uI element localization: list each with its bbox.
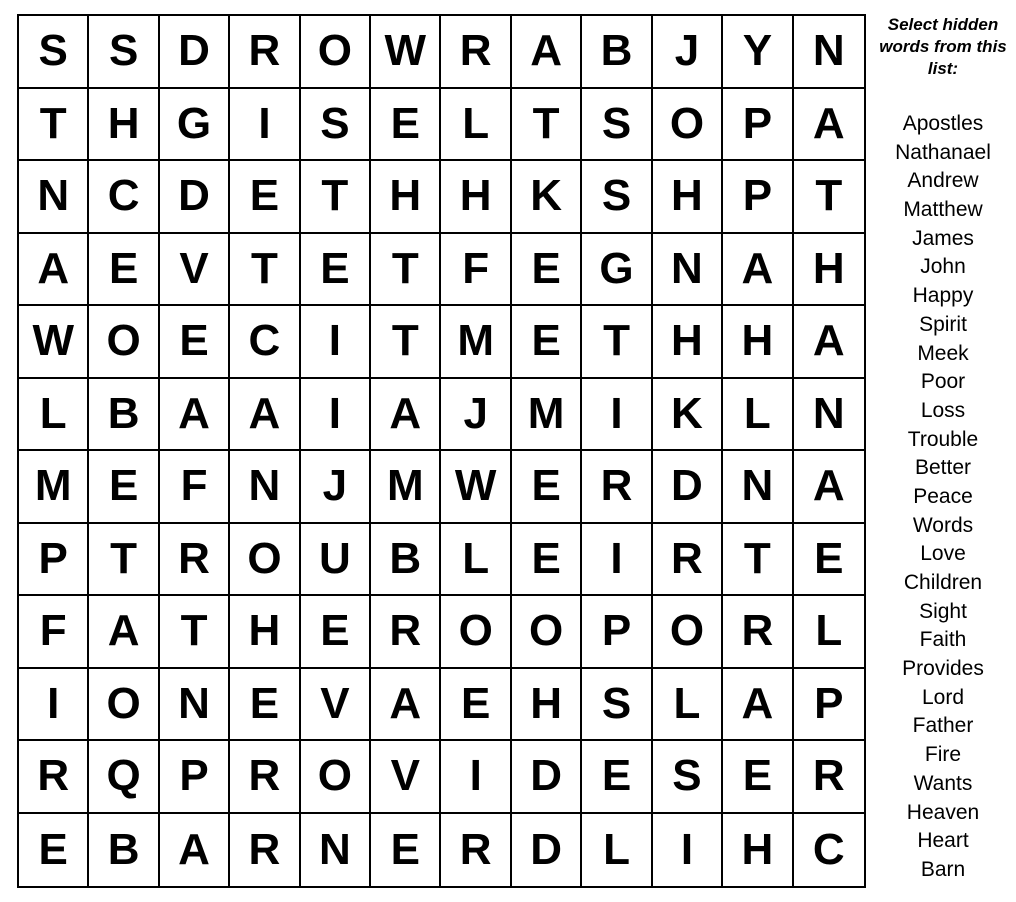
grid-cell[interactable]: O (230, 524, 300, 597)
grid-cell[interactable]: D (160, 16, 230, 89)
grid-cell[interactable]: F (19, 596, 89, 669)
grid-cell[interactable]: P (723, 161, 793, 234)
grid-cell[interactable]: A (723, 669, 793, 742)
grid-cell[interactable]: I (19, 669, 89, 742)
grid-cell[interactable]: E (230, 669, 300, 742)
grid-cell[interactable]: T (301, 161, 371, 234)
grid-cell[interactable]: N (794, 379, 864, 452)
grid-cell[interactable]: I (301, 306, 371, 379)
grid-cell[interactable]: E (89, 234, 159, 307)
grid-cell[interactable]: E (19, 814, 89, 887)
grid-cell[interactable]: T (371, 234, 441, 307)
grid-cell[interactable]: E (230, 161, 300, 234)
grid-cell[interactable]: S (301, 89, 371, 162)
grid-cell[interactable]: W (441, 451, 511, 524)
grid-cell[interactable]: N (723, 451, 793, 524)
grid-cell[interactable]: E (371, 89, 441, 162)
word-list-item: James (912, 226, 974, 250)
grid-cell[interactable]: N (653, 234, 723, 307)
grid-cell[interactable]: N (19, 161, 89, 234)
grid-cell[interactable]: H (441, 161, 511, 234)
grid-cell[interactable]: E (512, 524, 582, 597)
grid-cell[interactable]: B (371, 524, 441, 597)
word-list-item: Peace (913, 484, 973, 508)
grid-cell[interactable]: A (160, 814, 230, 887)
grid-cell[interactable]: R (794, 741, 864, 814)
grid-cell[interactable]: I (441, 741, 511, 814)
grid-cell[interactable]: T (582, 306, 652, 379)
grid-cell[interactable]: W (19, 306, 89, 379)
grid-cell[interactable]: R (19, 741, 89, 814)
word-list-item: Happy (912, 284, 974, 308)
grid-cell[interactable]: A (794, 451, 864, 524)
grid-cell[interactable]: R (653, 524, 723, 597)
word-list-item: Meek (917, 341, 969, 365)
grid-cell[interactable]: L (441, 524, 511, 597)
word-list-item: Andrew (907, 169, 979, 193)
grid-cell[interactable]: T (19, 89, 89, 162)
grid-cell[interactable]: D (512, 741, 582, 814)
word-list-item: Children (903, 571, 983, 594)
grid-cell[interactable]: A (371, 379, 441, 452)
grid-cell[interactable]: C (812, 824, 845, 874)
grid-cell[interactable]: W (371, 16, 441, 89)
grid-cell[interactable]: V (301, 669, 371, 742)
grid-cell[interactable]: T (89, 524, 159, 597)
word-list-item: Poor (920, 370, 966, 394)
grid-cell[interactable]: A (89, 596, 159, 669)
grid-cell[interactable]: A (794, 306, 864, 379)
grid-cell[interactable]: T (723, 524, 793, 597)
word-list-item: Father (912, 714, 974, 738)
grid-cell[interactable]: J (653, 16, 723, 89)
grid-cell[interactable]: E (160, 306, 230, 379)
grid-cell[interactable]: H (723, 814, 793, 887)
grid-cell[interactable]: I (582, 524, 652, 597)
grid-cell[interactable]: Y (723, 16, 793, 89)
grid-cell[interactable]: P (723, 89, 793, 162)
grid-cell[interactable]: S (653, 741, 723, 814)
grid-cell[interactable]: I (230, 89, 300, 162)
grid-cell[interactable]: R (230, 741, 300, 814)
grid-cell[interactable]: K (653, 379, 723, 452)
word-list-panel (872, 14, 1014, 885)
grid-cell[interactable]: R (230, 16, 300, 89)
grid-cell[interactable]: D (653, 451, 723, 524)
grid-cell[interactable]: H (230, 596, 300, 669)
grid-cell[interactable]: J (441, 379, 511, 452)
grid-cell[interactable]: G (582, 234, 652, 307)
grid-cell[interactable]: O (653, 89, 723, 162)
grid-cell[interactable]: S (582, 161, 652, 234)
grid-cell[interactable]: E (794, 524, 864, 597)
grid-cell[interactable]: R (723, 596, 793, 669)
grid-cell[interactable]: E (371, 814, 441, 887)
word-list-item: Matthew (903, 198, 983, 222)
grid-cell[interactable]: T (794, 161, 864, 234)
grid-cell[interactable]: Q (89, 741, 159, 814)
grid-cell[interactable]: H (89, 89, 159, 162)
grid-cell[interactable]: H (723, 306, 793, 379)
grid-cell[interactable]: H (371, 161, 441, 234)
word-list-item: John (920, 255, 966, 279)
grid-cell[interactable]: A (723, 234, 793, 307)
grid-cell[interactable]: M (371, 451, 441, 524)
word-list-item: Apostles (902, 112, 984, 135)
grid-cell[interactable]: F (160, 451, 230, 524)
grid-cell[interactable]: A (794, 89, 864, 162)
grid-cell[interactable]: N (160, 669, 230, 742)
word-list-item: Fire (924, 743, 962, 767)
grid-cell[interactable]: M (512, 379, 582, 452)
grid-cell[interactable]: E (582, 741, 652, 814)
grid-cell[interactable]: G (160, 89, 230, 162)
grid-cell[interactable]: C (89, 161, 159, 234)
grid-cell[interactable]: R (371, 596, 441, 669)
grid-cell[interactable]: S (582, 669, 652, 742)
grid-cell[interactable]: V (160, 234, 230, 307)
grid-cell[interactable]: P (794, 669, 864, 742)
grid-cell[interactable]: E (512, 306, 582, 379)
grid-cell[interactable]: E (441, 669, 511, 742)
grid-cell[interactable]: K (512, 161, 582, 234)
instructions-text: Select hidden words from this list: (879, 15, 1007, 78)
word-list-item: Words (912, 513, 974, 537)
word-list-item: Heaven (906, 800, 980, 824)
grid-cell[interactable]: V (371, 741, 441, 814)
word-list-item: Barn (920, 857, 966, 881)
grid-cell[interactable]: S (89, 16, 159, 89)
grid-cell[interactable]: N (230, 451, 300, 524)
grid-cell[interactable]: O (653, 596, 723, 669)
grid-cell[interactable]: S (19, 16, 89, 89)
grid-cell[interactable]: A (230, 379, 300, 452)
word-list-item: Heart (917, 829, 969, 853)
grid-cell[interactable]: O (301, 741, 371, 814)
grid-cell[interactable]: I (582, 379, 652, 452)
grid-cell[interactable]: D (160, 161, 230, 234)
word-search-grid (17, 14, 866, 888)
grid-cell[interactable]: L (441, 89, 511, 162)
word-list-item: Nathanael (895, 140, 991, 164)
word-list-item: Lord (921, 685, 965, 709)
grid-cell[interactable]: P (160, 741, 230, 814)
grid-cell[interactable]: E (723, 741, 793, 814)
grid-cell[interactable]: R (441, 16, 511, 89)
grid-cell[interactable]: I (301, 379, 371, 452)
grid-cell[interactable]: D (512, 814, 582, 887)
grid-cell[interactable]: J (301, 451, 371, 524)
word-list-item: Trouble (907, 427, 979, 451)
grid-cell[interactable]: T (512, 89, 582, 162)
word-list-item: Wants (913, 771, 973, 795)
grid-cell[interactable]: O (441, 596, 511, 669)
grid-cell[interactable]: A (512, 16, 582, 89)
grid-cell[interactable]: E (301, 596, 371, 669)
grid-cell[interactable]: R (582, 451, 652, 524)
grid-cell[interactable]: O (512, 596, 582, 669)
word-list-item: Provides (902, 657, 984, 681)
grid-cell[interactable]: L (794, 596, 864, 669)
grid-cell[interactable]: H (653, 161, 723, 234)
grid-cell[interactable]: T (371, 306, 441, 379)
grid-cell[interactable]: T (230, 234, 300, 307)
grid-cell[interactable]: M (441, 306, 511, 379)
grid-cell[interactable]: M (19, 451, 89, 524)
grid-cell[interactable]: B (89, 379, 159, 452)
grid-cell[interactable]: B (582, 16, 652, 89)
grid-cell[interactable]: S (582, 89, 652, 162)
grid-cell[interactable]: R (160, 524, 230, 597)
word-list-item: Faith (919, 628, 967, 652)
grid-cell[interactable]: R (441, 814, 511, 887)
word-list-item: Spirit (919, 312, 967, 336)
word-list-item: Loss (920, 398, 966, 422)
grid-cell[interactable]: E (301, 234, 371, 307)
grid-cell[interactable]: A (160, 379, 230, 452)
grid-cell[interactable]: B (89, 814, 159, 887)
grid-cell[interactable]: U (301, 524, 371, 597)
grid-cell[interactable]: L (723, 379, 793, 452)
grid-cell[interactable]: T (160, 596, 230, 669)
word-list-item: Love (920, 542, 966, 566)
grid-cell[interactable]: N (794, 16, 864, 89)
grid-cell[interactable]: L (653, 669, 723, 742)
grid-cell[interactable]: O (301, 16, 371, 89)
word-list-item: Sight (919, 599, 967, 623)
grid-cell[interactable]: H (653, 306, 723, 379)
grid-cell[interactable]: H (794, 234, 864, 307)
grid-cell[interactable]: N (301, 814, 371, 887)
grid-cell[interactable]: P (582, 596, 652, 669)
grid-cell[interactable]: H (512, 669, 582, 742)
grid-cell[interactable]: A (19, 234, 89, 307)
word-list-item: Better (914, 456, 972, 480)
grid-cell[interactable]: R (230, 814, 300, 887)
grid-cell[interactable]: E (512, 451, 582, 524)
grid-cell[interactable]: L (19, 379, 89, 452)
grid-cell[interactable]: A (371, 669, 441, 742)
word-list (872, 110, 1014, 885)
grid-cell[interactable]: O (89, 306, 159, 379)
grid-cell[interactable]: F (441, 234, 511, 307)
grid-cell[interactable]: P (19, 524, 89, 597)
grid-cell[interactable]: C (230, 306, 300, 379)
grid-cell[interactable]: O (89, 669, 159, 742)
grid-cell[interactable]: E (89, 451, 159, 524)
grid-cell[interactable]: I (653, 814, 723, 887)
grid-cell[interactable]: E (512, 234, 582, 307)
grid-cell[interactable]: L (582, 814, 652, 887)
